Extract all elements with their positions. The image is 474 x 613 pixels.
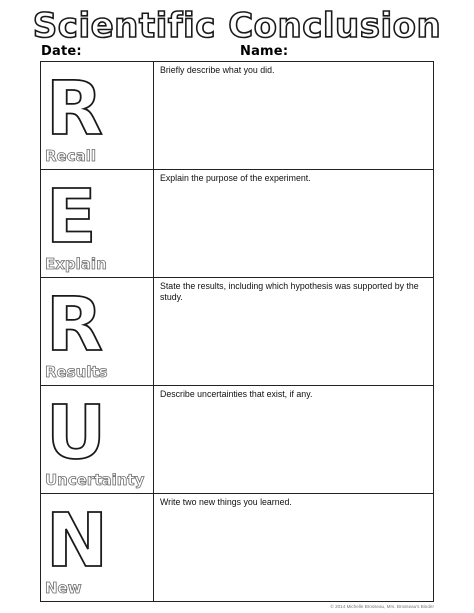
header-fields [0, 44, 474, 60]
name-label: Name: [240, 44, 289, 59]
big-letter: R [46, 282, 103, 368]
date-label: Date: [41, 44, 82, 59]
table-row-recall [41, 62, 434, 170]
big-letter: U [46, 390, 107, 476]
prompt-results[interactable]: State the results, including which hypothesis was supported by the study. [154, 278, 434, 386]
big-letter: N [46, 498, 108, 584]
big-letter: E [46, 174, 97, 260]
row-word-label: Results [45, 363, 108, 381]
table-row-uncertainty [41, 386, 434, 494]
reflection-table [40, 61, 434, 602]
prompt-uncertainty[interactable]: Describe uncertainties that exist, if any. [154, 386, 434, 494]
table-row-explain [41, 170, 434, 278]
worksheet-title-text: Scientific Conclusion [32, 6, 442, 46]
worksheet-title [0, 4, 474, 46]
prompt-new[interactable]: Write two new things you learned. [154, 494, 434, 602]
table-row-results [41, 278, 434, 386]
row-word-label: New [45, 579, 82, 597]
row-word-label: Uncertainty [45, 471, 145, 489]
letter-cell-new [41, 494, 154, 602]
letter-cell-results [41, 278, 154, 386]
table-row-new [41, 494, 434, 602]
big-letter: R [46, 66, 103, 152]
letter-cell-explain [41, 170, 154, 278]
prompt-recall[interactable]: Briefly describe what you did. [154, 62, 434, 170]
copyright-notice: © 2014 Michelle Brosseau, Mrs. Brosseau's Binder [330, 604, 434, 609]
row-word-label: Recall [45, 147, 97, 165]
prompt-explain[interactable]: Explain the purpose of the experiment. [154, 170, 434, 278]
letter-cell-uncertainty [41, 386, 154, 494]
letter-cell-recall [41, 62, 154, 170]
row-word-label: Explain [45, 255, 107, 273]
